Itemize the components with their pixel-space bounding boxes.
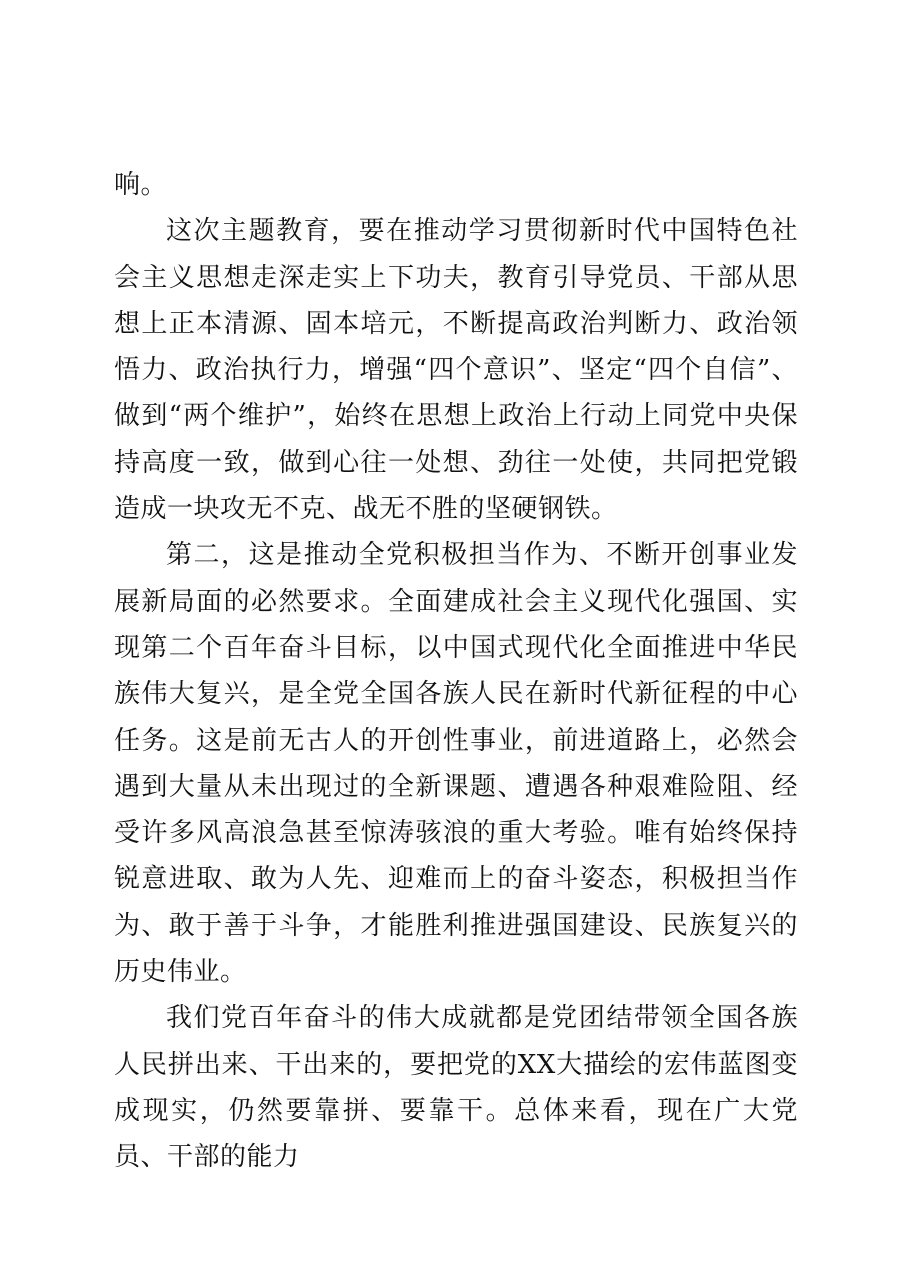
paragraph-1: 响。: [114, 170, 168, 200]
document-body: [114, 162, 798, 1181]
paragraph-3: 第二，这是推动全党积极担当作为、不断开创事业发展新局面的必然要求。全面建成社会主义现代化强国、实现第二个百年奋斗目标，以中国式现代化全面推进中华民族伟大复兴，是全党全国各族人民在新时代新征程的中心任务。这是前无古人的开创性事业，前进道路上，必然会遇到大量从未出现过的全新课题、遭遇各种艰难险阻、经受许多风高浪急甚至惊涛骇浪的重大考验。唯有始终保持锐意进取、敢为人先、迎难而上的奋斗姿态，积极担当作为、敢于善于斗争，才能胜利推进强国建设、民族复兴的历史伟业。: [114, 540, 798, 988]
paragraph-2: 这次主题教育，要在推动学习贯彻新时代中国特色社会主义思想走深走实上下功夫，教育引导党员、干部从思想上正本清源、固本培元，不断提高政治判断力、政治领悟力、政治执行力，增强“四个意识”、坚定“四个自信”、做到“两个维护”，始终在思想上政治上行动上同党中央保持高度一致，做到心往一处想、劲往一处使，共同把党锻造成一块攻无不克、战无不胜的坚硬钢铁。: [114, 216, 798, 525]
paragraph-4: 我们党百年奋斗的伟大成就都是党团结带领全国各族人民拼出来、干出来的，要把党的XX大描绘的宏伟蓝图变成现实，仍然要靠拼、要靠干。总体来看，现在广大党员、干部的能力: [114, 1003, 798, 1173]
